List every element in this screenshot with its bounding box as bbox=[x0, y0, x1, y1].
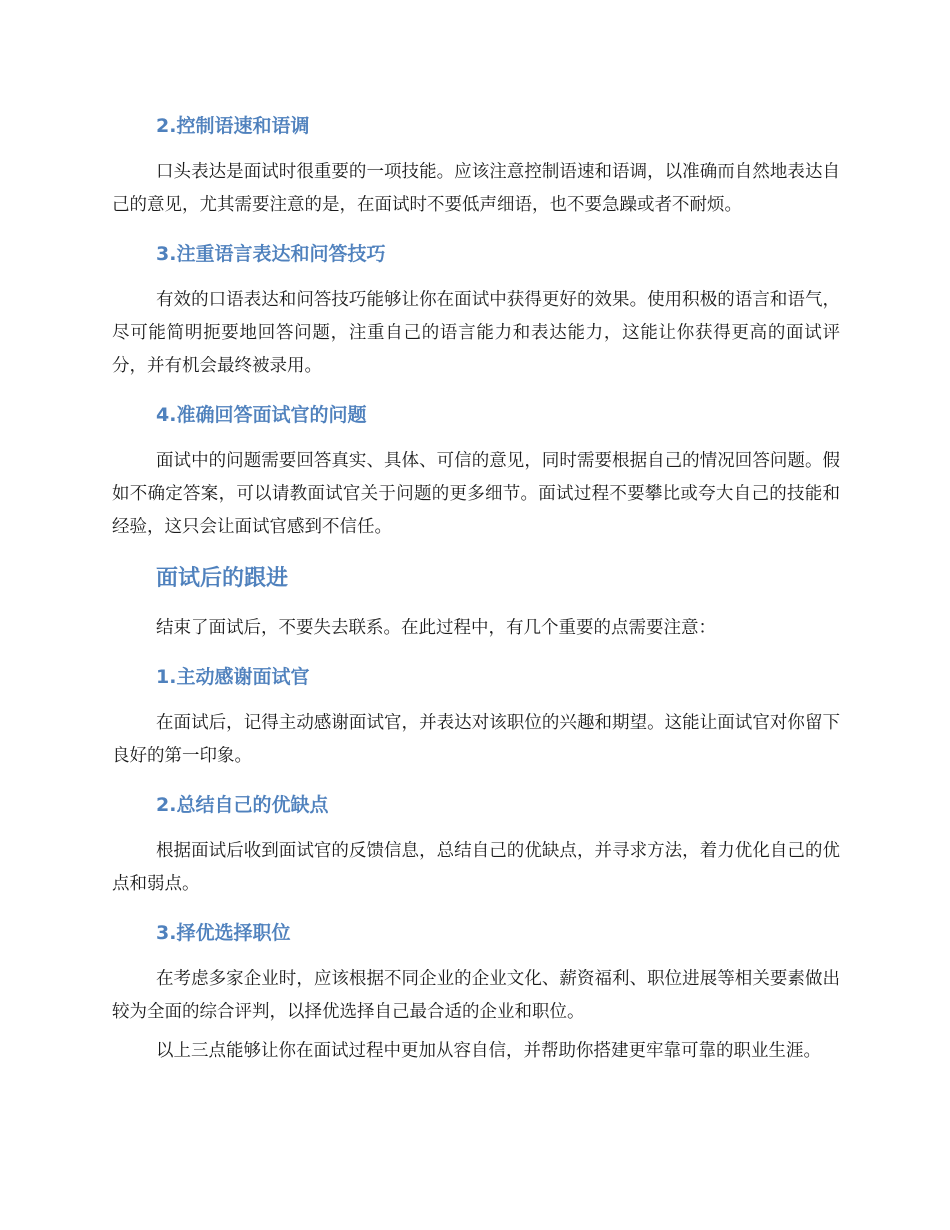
paragraph-language-expression: 有效的口语表达和问答技巧能够让你在面试中获得更好的效果。使用积极的语言和语气，尽可能简明扼要地回答问题，注重自己的语言能力和表达能力，这能让你获得更高的面试评分，并有机会最终被录用。 bbox=[112, 290, 840, 376]
paragraph-summarize-strengths: 根据面试后收到面试官的反馈信息，总结自己的优缺点，并寻求方法，着力优化自己的优点和弱点。 bbox=[112, 841, 840, 894]
paragraph-answer-accurately: 面试中的问题需要回答真实、具体、可信的意见，同时需要根据自己的情况回答问题。假如不确定答案，可以请教面试官关于问题的更多细节。面试过程不要攀比或夸大自己的技能和经验，这只会让面试官感到不信任。 bbox=[112, 451, 840, 537]
section-heading-answer-accurately: 4.准确回答面试官的问题 bbox=[156, 404, 367, 426]
paragraph-follow-up-intro: 结束了面试后，不要失去联系。在此过程中，有几个重要的点需要注意： bbox=[156, 618, 716, 638]
paragraph-conclusion: 以上三点能够让你在面试过程中更加从容自信，并帮助你搭建更牢靠可靠的职业生涯。 bbox=[156, 1041, 821, 1061]
section-heading-speech-rate: 2.控制语速和语调 bbox=[156, 115, 310, 137]
section-heading-language-expression: 3.注重语言表达和问答技巧 bbox=[156, 243, 386, 265]
section-heading-choose-position: 3.择优选择职位 bbox=[156, 922, 291, 944]
document-page bbox=[112, 106, 840, 1068]
section-heading-follow-up: 面试后的跟进 bbox=[156, 566, 289, 591]
paragraph-choose-position: 在考虑多家企业时，应该根据不同企业的企业文化、薪资福利、职位进展等相关要素做出较为全面的综合评判，以择优选择自己最合适的企业和职位。 bbox=[112, 969, 840, 1022]
paragraph-speech-rate: 口头表达是面试时很重要的一项技能。应该注意控制语速和语调，以准确而自然地表达自己的意见，尤其需要注意的是，在面试时不要低声细语，也不要急躁或者不耐烦。 bbox=[112, 162, 840, 215]
section-heading-thank-interviewer: 1.主动感谢面试官 bbox=[156, 666, 310, 688]
section-heading-summarize-strengths: 2.总结自己的优缺点 bbox=[156, 794, 329, 816]
paragraph-thank-interviewer: 在面试后，记得主动感谢面试官，并表达对该职位的兴趣和期望。这能让面试官对你留下良好的第一印象。 bbox=[112, 713, 840, 766]
